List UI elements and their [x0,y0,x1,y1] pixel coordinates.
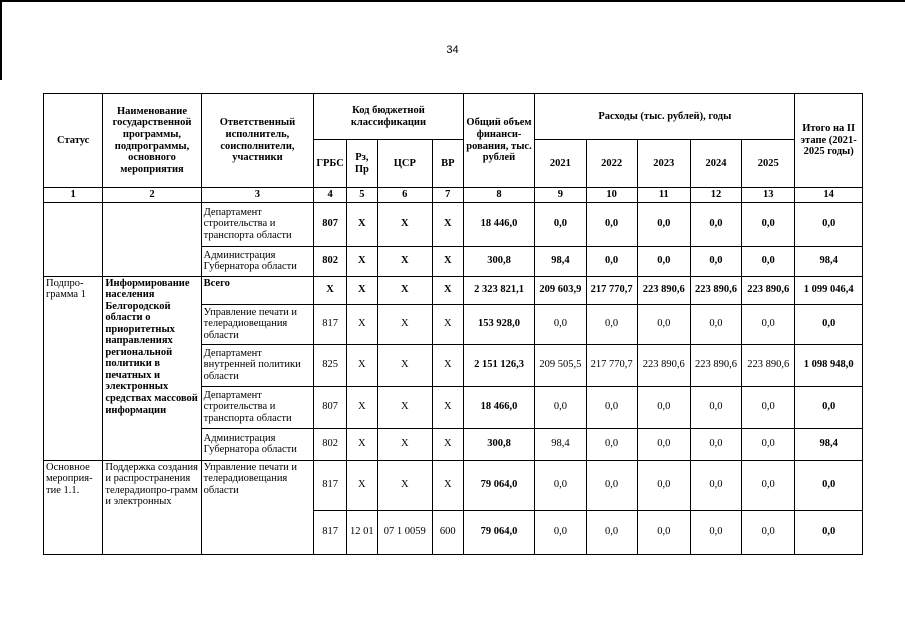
y2025-cell: 0,0 [742,386,795,428]
left-rule [0,0,2,80]
col-num: 2 [103,188,201,203]
top-rule [0,0,905,2]
header-2023: 2023 [637,140,690,188]
header-stage-total: Итого на II этапе (2021-2025 годы) [795,94,863,188]
grbs-cell: 807 [314,386,347,428]
stage-total-cell: 0,0 [795,386,863,428]
status-cell: Основное мероприя-тие 1.1. [44,460,103,554]
stage-total-cell: 0,0 [795,460,863,510]
grbs-cell: 807 [314,202,347,246]
rzpr-cell: 12 01 [346,510,377,554]
responsible-cell: Департамент строительства и транспорта области [201,386,314,428]
rzpr-cell: Х [346,428,377,460]
csr-cell: Х [377,460,432,510]
y2022-cell: 0,0 [586,304,637,344]
csr-cell: Х [377,304,432,344]
y2021-cell: 0,0 [535,202,586,246]
vr-cell: Х [432,246,463,276]
y2023-cell: 0,0 [637,510,690,554]
header-status: Статус [44,94,103,188]
responsible-cell: Управление печати и телерадиовещания области [201,460,314,554]
y2024-cell: 0,0 [690,460,741,510]
stage-total-cell: 98,4 [795,428,863,460]
total-cell: 79 064,0 [463,510,535,554]
table-row [44,202,863,246]
rzpr-cell: Х [346,246,377,276]
col-num: 14 [795,188,863,203]
y2023-cell: 0,0 [637,202,690,246]
y2021-cell: 0,0 [535,304,586,344]
y2025-cell: 0,0 [742,428,795,460]
y2025-cell: 223 890,6 [742,276,795,304]
y2024-cell: 223 890,6 [690,276,741,304]
grbs-cell: 802 [314,246,347,276]
header-total: Общий объем финанси-рования, тыс. рублей [463,94,535,188]
status-cell [44,202,103,276]
y2022-cell: 0,0 [586,202,637,246]
stage-total-cell: 1 098 948,0 [795,344,863,386]
y2021-cell: 209 603,9 [535,276,586,304]
total-cell: 2 323 821,1 [463,276,535,304]
col-num: 8 [463,188,535,203]
vr-cell: Х [432,276,463,304]
rzpr-cell: Х [346,386,377,428]
rzpr-cell: Х [346,202,377,246]
y2024-cell: 0,0 [690,304,741,344]
y2025-cell: 0,0 [742,510,795,554]
grbs-cell: 817 [314,304,347,344]
header-responsible: Ответственный исполнитель, соисполнители, участники [201,94,314,188]
y2021-cell: 0,0 [535,460,586,510]
column-number-row [44,188,863,203]
y2022-cell: 0,0 [586,428,637,460]
header-vr: ВР [432,140,463,188]
col-num: 11 [637,188,690,203]
rzpr-cell: Х [346,276,377,304]
header-name: Наименование государственной программы, подпрограммы, основного мероприятия [103,94,201,188]
table-row [44,460,863,510]
header-expenses: Расходы (тыс. рублей), годы [535,94,795,140]
csr-cell: Х [377,344,432,386]
vr-cell: Х [432,386,463,428]
grbs-cell: 825 [314,344,347,386]
y2022-cell: 0,0 [586,510,637,554]
page-number: 34 [446,44,459,56]
total-cell: 300,8 [463,428,535,460]
y2022-cell: 0,0 [586,246,637,276]
y2022-cell: 0,0 [586,460,637,510]
grbs-cell: 802 [314,428,347,460]
csr-cell: Х [377,202,432,246]
col-num: 10 [586,188,637,203]
table-row [44,276,863,304]
y2024-cell: 0,0 [690,246,741,276]
responsible-cell: Администрация Губернатора области [201,428,314,460]
rzpr-cell: Х [346,460,377,510]
stage-total-cell: 1 099 046,4 [795,276,863,304]
budget-table [43,93,863,555]
col-num: 13 [742,188,795,203]
y2025-cell: 0,0 [742,460,795,510]
csr-cell: Х [377,246,432,276]
y2025-cell: 223 890,6 [742,344,795,386]
vr-cell: Х [432,304,463,344]
y2022-cell: 217 770,7 [586,276,637,304]
stage-total-cell: 0,0 [795,304,863,344]
total-cell: 153 928,0 [463,304,535,344]
col-num: 3 [201,188,314,203]
y2023-cell: 0,0 [637,386,690,428]
grbs-cell: 817 [314,460,347,510]
y2025-cell: 0,0 [742,246,795,276]
header-2022: 2022 [586,140,637,188]
total-cell: 300,8 [463,246,535,276]
y2024-cell: 0,0 [690,510,741,554]
grbs-cell: 817 [314,510,347,554]
y2021-cell: 0,0 [535,386,586,428]
header-row-1 [44,94,863,140]
y2023-cell: 223 890,6 [637,276,690,304]
name-cell: Информирование населения Белгородской области о приоритетных направлениях региональной политики в печатных и электронных средствах массовой информации [103,276,201,460]
col-num: 7 [432,188,463,203]
stage-total-cell: 0,0 [795,202,863,246]
grbs-cell: Х [314,276,347,304]
rzpr-cell: Х [346,304,377,344]
y2021-cell: 98,4 [535,246,586,276]
header-rzpr: Рз, Пр [346,140,377,188]
csr-cell: Х [377,276,432,304]
vr-cell: 600 [432,510,463,554]
header-2025: 2025 [742,140,795,188]
y2023-cell: 223 890,6 [637,344,690,386]
vr-cell: Х [432,344,463,386]
y2023-cell: 0,0 [637,304,690,344]
responsible-cell: Администрация Губернатора области [201,246,314,276]
col-num: 4 [314,188,347,203]
stage-total-cell: 98,4 [795,246,863,276]
y2022-cell: 217 770,7 [586,344,637,386]
responsible-cell: Всего [201,276,314,304]
csr-cell: Х [377,386,432,428]
y2024-cell: 0,0 [690,202,741,246]
stage-total-cell: 0,0 [795,510,863,554]
y2022-cell: 0,0 [586,386,637,428]
status-cell: Подпро-грамма 1 [44,276,103,460]
header-grbs: ГРБС [314,140,347,188]
responsible-cell: Департамент строительства и транспорта области [201,202,314,246]
vr-cell: Х [432,202,463,246]
y2021-cell: 98,4 [535,428,586,460]
y2021-cell: 209 505,5 [535,344,586,386]
responsible-cell: Управление печати и телерадиовещания области [201,304,314,344]
y2023-cell: 0,0 [637,428,690,460]
name-cell: Поддержка создания и распространения телерадиопро-грамм и электронных [103,460,201,554]
total-cell: 18 446,0 [463,202,535,246]
y2024-cell: 223 890,6 [690,344,741,386]
col-num: 5 [346,188,377,203]
rzpr-cell: Х [346,344,377,386]
header-csr: ЦСР [377,140,432,188]
total-cell: 79 064,0 [463,460,535,510]
csr-cell: Х [377,428,432,460]
header-2021: 2021 [535,140,586,188]
y2024-cell: 0,0 [690,428,741,460]
y2025-cell: 0,0 [742,304,795,344]
header-budget-code: Код бюджетной классификации [314,94,463,140]
y2024-cell: 0,0 [690,386,741,428]
y2023-cell: 0,0 [637,246,690,276]
total-cell: 2 151 126,3 [463,344,535,386]
total-cell: 18 466,0 [463,386,535,428]
y2025-cell: 0,0 [742,202,795,246]
col-num: 12 [690,188,741,203]
csr-cell: 07 1 0059 [377,510,432,554]
name-cell [103,202,201,276]
y2023-cell: 0,0 [637,460,690,510]
vr-cell: Х [432,428,463,460]
responsible-cell: Департамент внутренней политики области [201,344,314,386]
col-num: 9 [535,188,586,203]
y2021-cell: 0,0 [535,510,586,554]
col-num: 6 [377,188,432,203]
vr-cell: Х [432,460,463,510]
header-2024: 2024 [690,140,741,188]
col-num: 1 [44,188,103,203]
